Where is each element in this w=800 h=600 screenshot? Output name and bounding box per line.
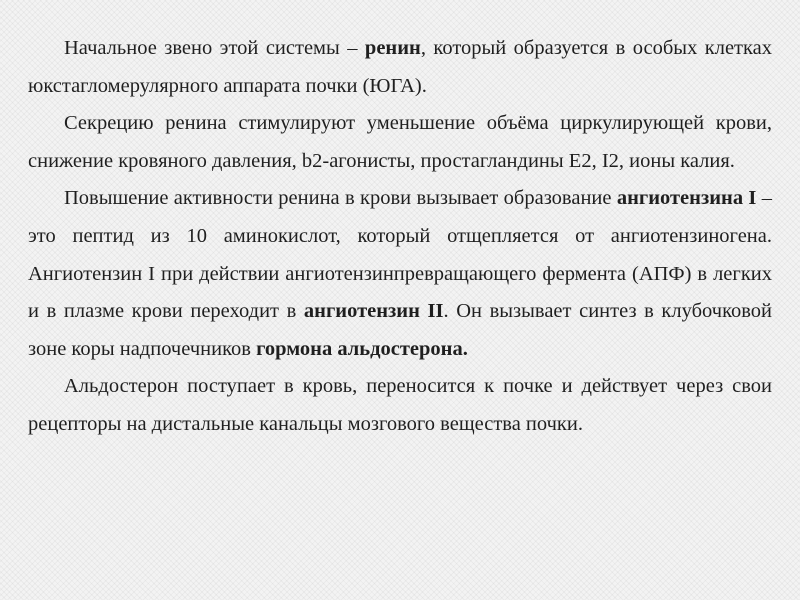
paragraph-3 (28, 180, 772, 368)
text-segment: Секрецию ренина стимулируют уменьшение объёма циркулирующей крови, снижение кровяного давления, b2-агонисты, простагландины Е2, I2, ионы калия. (28, 112, 772, 172)
text-segment: Альдостерон поступает в кровь, переносится к почке и действует через свои рецепторы на дистальные канальцы мозгового вещества почки. (28, 375, 772, 435)
bold-term: ангиотензин II (303, 300, 444, 323)
text-segment: Начальное звено этой системы – (64, 37, 365, 59)
text-segment: – это пептид из 10 аминокислот, который отщепляется от ангиотензиногена. Ангиотензин I при действии ангиотензинпревращающего фермента (АПФ) в легких и в плазме крови переходит в (28, 187, 772, 323)
paragraph-2 (28, 105, 772, 180)
text-segment: . Он вызывает синтез в клубочковой зоне коры надпочечников (28, 300, 772, 360)
bold-term: ангиотензина I (616, 187, 757, 210)
bold-term: гормона альдостерона. (256, 337, 468, 360)
bold-term: ренин (364, 37, 421, 59)
paragraph-1 (28, 30, 772, 105)
text-segment: Повышение активности ренина в крови вызывает образование (64, 187, 617, 210)
text-segment: , который образуется в особых клетках юкстагломерулярного аппарата почки (ЮГА). (28, 37, 772, 97)
paragraph-4 (28, 368, 772, 443)
slide-text-body (28, 30, 772, 444)
